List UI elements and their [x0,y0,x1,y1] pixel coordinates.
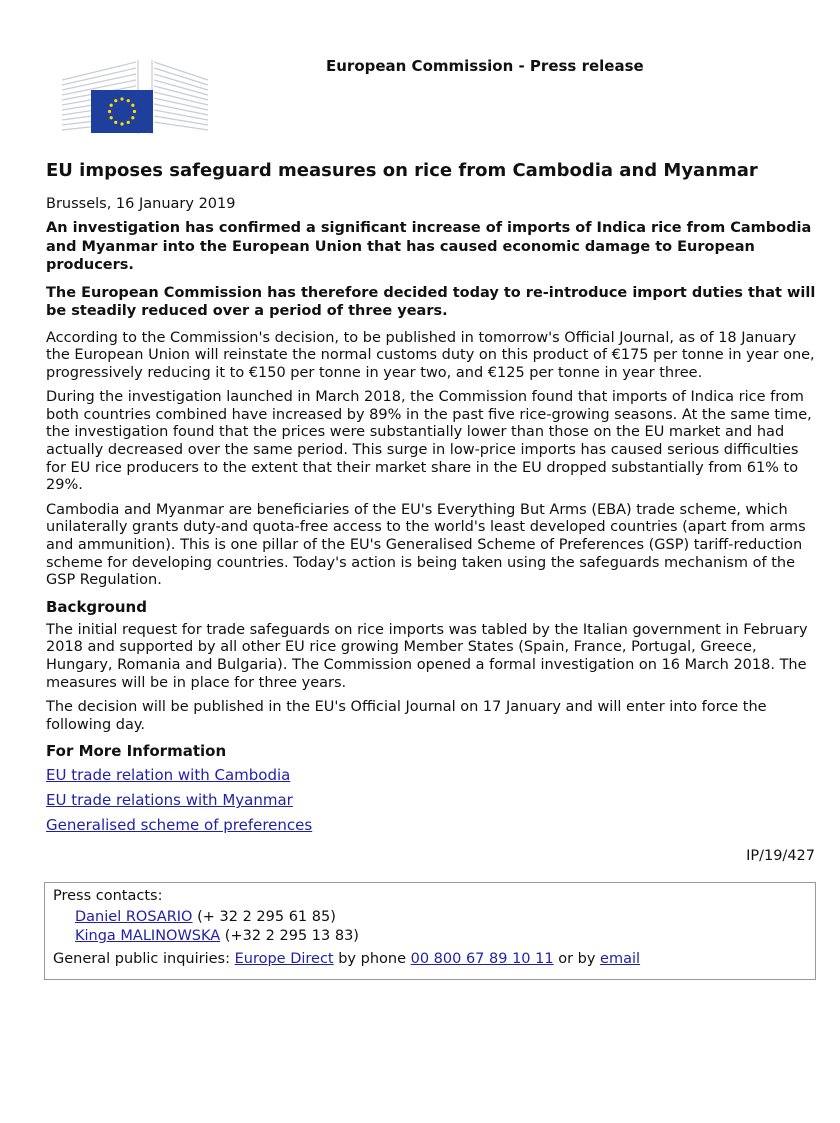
phone-number-link[interactable]: 00 800 67 89 10 11 [410,951,554,967]
eu-star-icon [127,121,130,124]
contact-row [75,928,807,945]
reference-number: IP/19/427 [746,848,815,864]
more-info-links [46,766,816,835]
body-paragraph-5: The decision will be published in the EU's Official Journal on 17 January and will enter into force the following day. [46,699,767,733]
contact-phone: (+32 2 295 13 83) [224,928,359,944]
eu-star-icon [120,122,123,125]
contact-phone: (+ 32 2 295 61 85) [197,909,336,925]
link-myanmar-trade[interactable]: EU trade relations with Myanmar [46,791,293,810]
lead-paragraph-2: The European Commission has therefore decided today to re-introduce import duties that will be steadily reduced over a period of three years. [46,284,816,319]
european-commission-logo [58,58,210,138]
body-paragraph-1: According to the Commission's decision, to be published in tomorrow's Official Journal, as of 18 January the European Union will reinstate the normal customs duty on this product of €175 per tonne in year one, progressively reducing it to €150 per tonne in year two, and €125 per tonne in year three. [46,329,815,381]
body-paragraph-2: During the investigation launched in March 2018, the Commission found that imports of Indica rice from both countries combined have increased by 89% in the past five rice-growing seasons. At the same time, the investigation found that the prices were substantially lower than those on the EU market and had actually decreased over the same period. This surge in low-price imports has caused serious difficulties for EU rice producers to the extent that their market share in the EU dropped substantially from 61% to 29%. [46,389,812,494]
background-heading: Background [46,597,147,616]
contact-name-link[interactable]: Kinga MALINOWSKA [75,928,221,944]
eu-star-icon [127,99,130,102]
email-link[interactable]: email [600,951,641,967]
europe-direct-link[interactable]: Europe Direct [234,951,334,967]
dateline: Brussels, 16 January 2019 [46,196,236,212]
article-body [46,159,816,841]
press-release-header: European Commission - Press release [326,57,644,75]
more-info-heading: For More Information [46,742,227,761]
eu-star-icon [131,116,134,119]
eu-star-icon [131,104,134,107]
article-title: EU imposes safeguard measures on rice from Cambodia and Myanmar [46,160,758,181]
by-phone-text: by phone [338,951,406,967]
eu-star-icon [120,97,123,100]
eu-star-icon [114,121,117,124]
eu-star-icon [110,104,113,107]
press-contacts-label: Press contacts: [53,888,163,904]
body-paragraph-3: Cambodia and Myanmar are beneficiaries of the EU's Everything But Arms (EBA) trade scheme, which unilaterally grants duty-and quota-free access to the world's least developed countries (apart from arms and ammunition). This is one pillar of the EU's Generalised Scheme of Preferences (GSP) tariff-reduction scheme for developing countries. Today's action is being taken using the safeguards mechanism of the GSP Regulation. [46,501,806,589]
link-cambodia-trade[interactable]: EU trade relation with Cambodia [46,766,291,785]
press-contacts-box [44,882,816,980]
or-by-text: or by [558,951,596,967]
link-gsp[interactable]: Generalised scheme of preferences [46,816,313,835]
eu-star-icon [108,110,111,113]
public-inquiries [53,951,807,968]
contact-name-link[interactable]: Daniel ROSARIO [75,909,193,925]
lead-paragraph: An investigation has confirmed a significant increase of imports of Indica rice from Cambodia and Myanmar into the European Union that has caused economic damage to European producers. [46,220,812,273]
eu-star-icon [114,99,117,102]
inquiries-label: General public inquiries: [53,951,230,967]
eu-star-icon [110,116,113,119]
contact-row [75,909,807,926]
body-paragraph-4: The initial request for trade safeguards on rice imports was tabled by the Italian government in February 2018 and supported by all other EU rice growing Member States (Spain, France, Portugal, Greece, Hungary, Romania and Bulgaria). The Commission opened a formal investigation on 16 March 2018. The measures will be in place for three years. [46,621,808,691]
eu-star-icon [133,110,136,113]
